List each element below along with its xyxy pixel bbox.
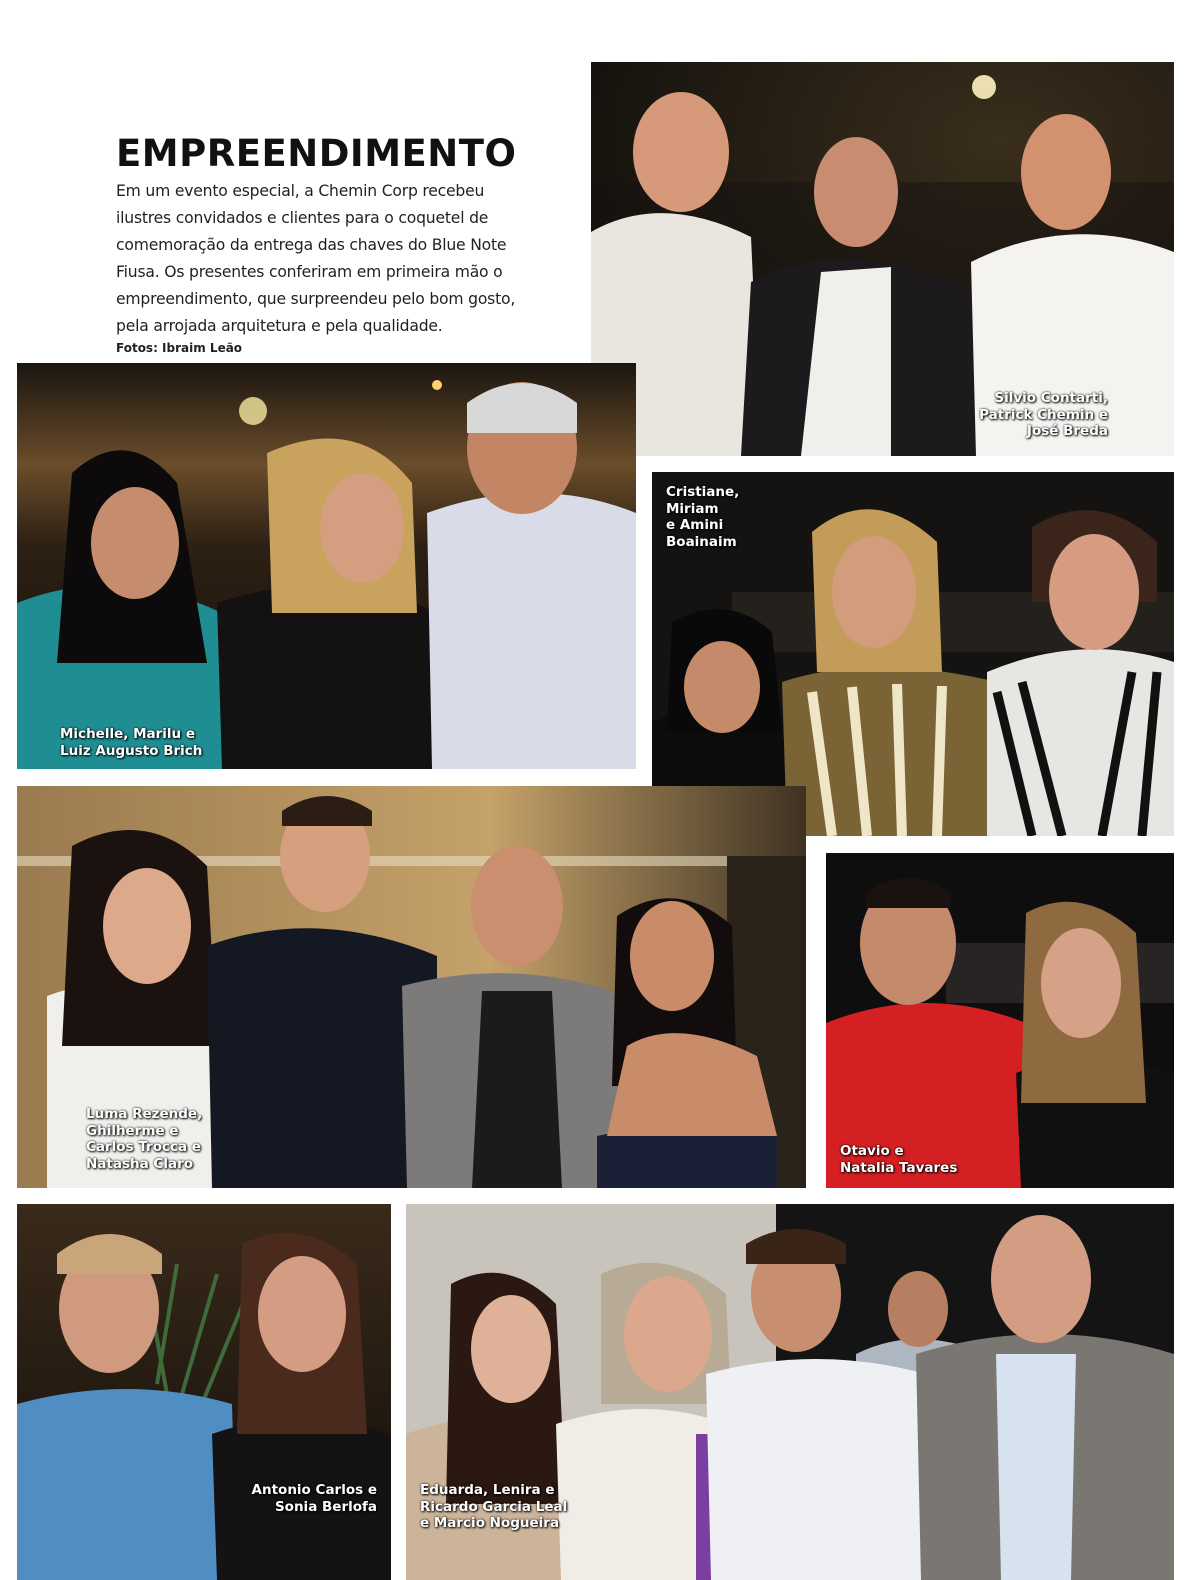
photo-luma-ghilherme-carlos-natasha [17, 786, 806, 1188]
caption-line: Natasha Claro [86, 1155, 194, 1172]
photo-caption [840, 1143, 957, 1176]
photo-credit: Fotos: Ibraim Leão [116, 341, 243, 355]
photo-scene [17, 363, 636, 769]
caption-line: Ricardo Garcia Leal [420, 1498, 568, 1515]
caption-line: Luiz Augusto Brich [60, 742, 203, 759]
caption-line: Carlos Trocca e [86, 1139, 201, 1155]
caption-line: Michelle, Marilu e [60, 726, 195, 742]
photo-caption [60, 726, 202, 759]
photo-eduarda-lenira-ricardo-marcio [406, 1204, 1174, 1580]
caption-line: Eduarda, Lenira e [420, 1482, 555, 1498]
caption-line: Patrick Chemin e [979, 406, 1108, 423]
photo-caption [979, 390, 1108, 440]
body-line: empreendimento, que surpreendeu pelo bom gosto, [116, 290, 516, 308]
caption-line: Otavio e [840, 1143, 904, 1159]
photo-scene [826, 853, 1174, 1188]
body-line: Em um evento especial, a Chemin Corp recebeu [116, 182, 485, 200]
photo-caption [420, 1482, 567, 1532]
photo-three-men [591, 62, 1174, 456]
body-line: comemoração da entrega das chaves do Blue Note [116, 236, 507, 254]
caption-line: Cristiane, [666, 484, 740, 500]
photo-caption [666, 484, 739, 550]
article-intro [116, 132, 576, 356]
caption-line: Natalia Tavares [840, 1159, 958, 1176]
photo-otavio-natalia [826, 853, 1174, 1188]
photo-michelle-marilu-luiz [17, 363, 636, 769]
caption-line: e Amini [666, 517, 724, 533]
body-line: pela arrojada arquitetura e pela qualidade. [116, 317, 443, 335]
body-line: ilustres convidados e clientes para o coquetel de [116, 209, 489, 227]
body-line: Fiusa. Os presentes conferiram em primeira mão o [116, 263, 503, 281]
photo-scene [17, 1204, 391, 1580]
caption-line: José Breda [1026, 423, 1108, 439]
caption-line: Ghilherme e [86, 1122, 179, 1139]
caption-line: Miriam [666, 500, 719, 517]
caption-line: Boainaim [666, 533, 737, 550]
photo-caption [86, 1106, 202, 1172]
caption-line: Sonia Berlofa [274, 1498, 377, 1515]
caption-line: Luma Rezende, [86, 1106, 203, 1122]
photo-caption [252, 1482, 377, 1515]
photo-antonio-sonia [17, 1204, 391, 1580]
article-headline: EMPREENDIMENTO [116, 132, 517, 175]
photo-cristiane-miriam-amini [652, 472, 1174, 836]
caption-line: e Marcio Nogueira [420, 1515, 560, 1531]
caption-line: Antonio Carlos e [251, 1482, 377, 1498]
article-body [116, 178, 576, 340]
caption-line: Silvio Contarti, [994, 390, 1108, 406]
